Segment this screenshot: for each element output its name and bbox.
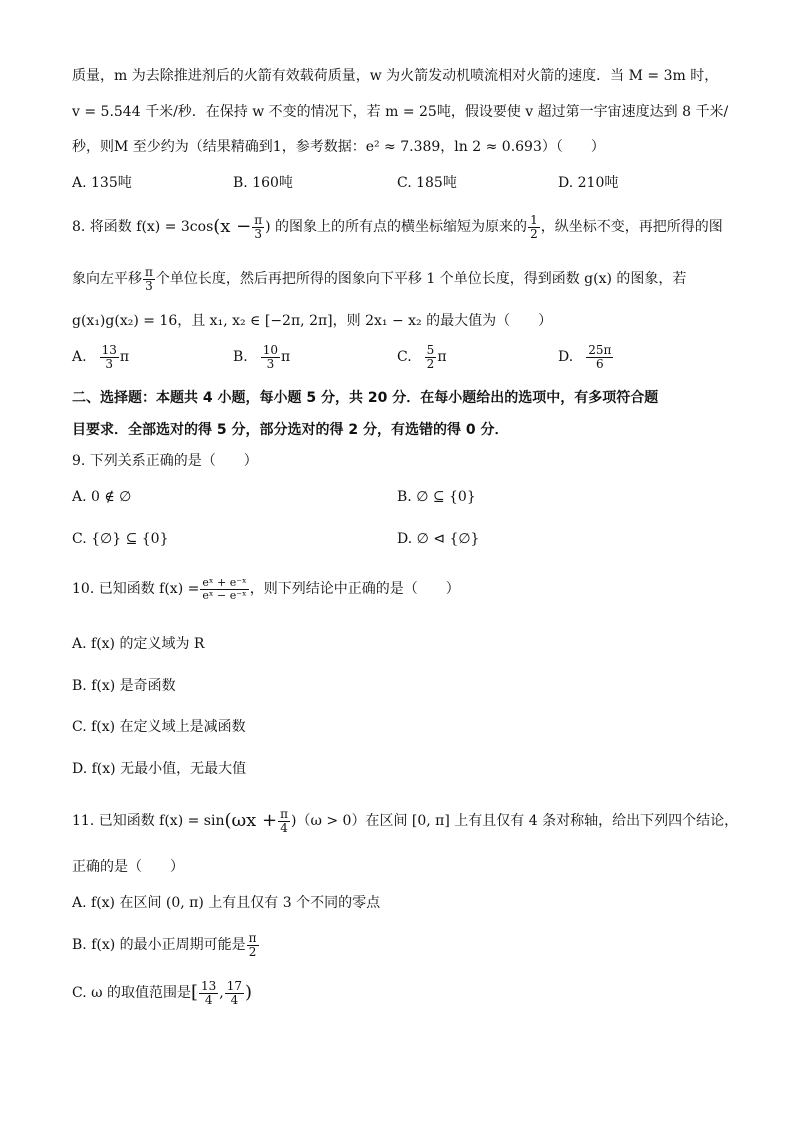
q8-option-d: D. $\frac{25\pi}{6}$ xyxy=(558,343,612,371)
q8-frac-pi-3: $\frac{\pi}{3}$ xyxy=(254,213,263,241)
q10-stem xyxy=(72,577,460,601)
q11-option-c: C. ω 的取值范围是[ $\frac{13}{4}$ , $\frac{17}{4}$ ) xyxy=(72,979,253,1007)
q7-option-c: C. 185吨 xyxy=(397,175,457,191)
q10-option-b: B. f(x) 是奇函数 xyxy=(72,678,176,694)
q8-stem-b-tail: 个单位长度，然后再把所得的图象向下平移 1 个单位长度，得到函数 g(x) 的图象，若 xyxy=(155,271,687,288)
q8-option-b: B. $\frac{10}{3}$ π xyxy=(233,343,291,371)
q11-option-a: A. f(x) 在区间 (0, π) 上有且仅有 3 个不同的零点 xyxy=(72,895,381,911)
q8-paren: (x − xyxy=(213,215,252,237)
q7-option-b: B. 160吨 xyxy=(233,175,293,191)
q8-frac-pi-3-shift: $\frac{\pi}{3}$ xyxy=(145,265,153,293)
q11-optc-fraction-1: $\frac{13}{4}$ xyxy=(201,979,217,1007)
q8-frac-1-2: $\frac{1}{2}$ xyxy=(530,213,538,241)
q7-stem-line-1: 质量，m 为去除推进剂后的火箭有效载荷质量，w 为火箭发动机喷流相对火箭的速度．当 M = 3m 时， xyxy=(72,68,719,84)
q8-option-c: C. $\frac{5}{2}$ π xyxy=(397,343,447,371)
q11-frac-pi-4: $\frac{\pi}{4}$ xyxy=(280,807,289,835)
q10-option-d: D. f(x) 无最小值，无最大值 xyxy=(72,761,247,777)
q8-stem-b-head: 象向左平移 xyxy=(72,271,142,288)
q7-stem-line-3: 秒，则M 至少约为（结果精确到1，参考数据：e² ≈ 7.389，ln 2 ≈ 0.693）（ ） xyxy=(72,139,605,155)
q11-option-b: B. f(x) 的最小正周期可能是 $\frac{\pi}{2}$ xyxy=(72,931,257,959)
q10-stem-head: 10. 已知函数 f(x) = xyxy=(72,581,200,598)
q8-stem-tail: ，纵坐标不变，再把所得的图 xyxy=(540,219,723,236)
q10-fraction: $\frac{\text{eˣ + e⁻ˣ}}{\text{eˣ − e⁻ˣ}}$ xyxy=(202,576,247,602)
q7-stem-line-2: v = 5.544 千米/秒．在保持 w 不变的情况下，若 m = 25吨，假设要使 v 超过第一宇宙速度达到 8 千米/ xyxy=(72,104,729,120)
q9-option-b: B. ∅ ⊆ {0} xyxy=(397,489,476,505)
q11-stem-line-2: 正确的是（ ） xyxy=(72,859,184,875)
q9-stem: 9. 下列关系正确的是（ ） xyxy=(72,453,258,469)
section-2-heading-line-2: 目要求．全部选对的得 5 分，部分选对的得 2 分，有选错的得 0 分． xyxy=(72,422,509,438)
q11-optb-fraction: $\frac{\pi}{2}$ xyxy=(248,931,257,959)
q10-option-c: C. f(x) 在定义域上是减函数 xyxy=(72,719,246,735)
q9-option-c: C. {∅} ⊆ {0} xyxy=(72,531,169,547)
q11-stem-head: 11. 已知函数 f(x) = sin xyxy=(72,813,225,830)
section-2-heading-line-1: 二、选择题：本题共 4 小题，每小题 5 分，共 20 分．在每小题给出的选项中，有多项符合题 xyxy=(72,390,659,406)
q7-option-a: A. 135吨 xyxy=(72,175,132,191)
q11-stem-tail: )（ω > 0）在区间 [0, π] 上有且仅有 4 条对称轴，给出下列四个结论， xyxy=(291,813,739,830)
q8-stem-line-1 xyxy=(72,214,723,240)
q8-option-a: A. $\frac{13}{3}$ π xyxy=(72,343,130,371)
q8-stem-rest: ) 的图象上的所有点的横坐标缩短为原来的 xyxy=(265,219,528,236)
q11-optc-fraction-2: $\frac{17}{4}$ xyxy=(226,979,243,1007)
q8-stem-line-3: g(x₁)g(x₂) = 16，且 x₁, x₂ ∈ [−2π, 2π]，则 2x₁ − x₂ 的最大值为（ ） xyxy=(72,313,553,329)
q10-stem-tail: ，则下列结论中正确的是（ ） xyxy=(249,581,460,598)
q11-paren: (ωx + xyxy=(224,809,278,831)
q11-stem-line-1 xyxy=(72,808,738,834)
q7-option-d: D. 210吨 xyxy=(558,175,619,191)
q10-option-a: A. f(x) 的定义域为 R xyxy=(72,636,205,652)
q8-stem-part: 8. 将函数 f(x) = 3cos xyxy=(72,219,214,236)
q8-stem-line-2 xyxy=(72,266,686,292)
q9-option-a: A. 0 ∉ ∅ xyxy=(72,489,132,505)
q9-option-d: D. ∅ ⊲ {∅} xyxy=(397,531,480,547)
